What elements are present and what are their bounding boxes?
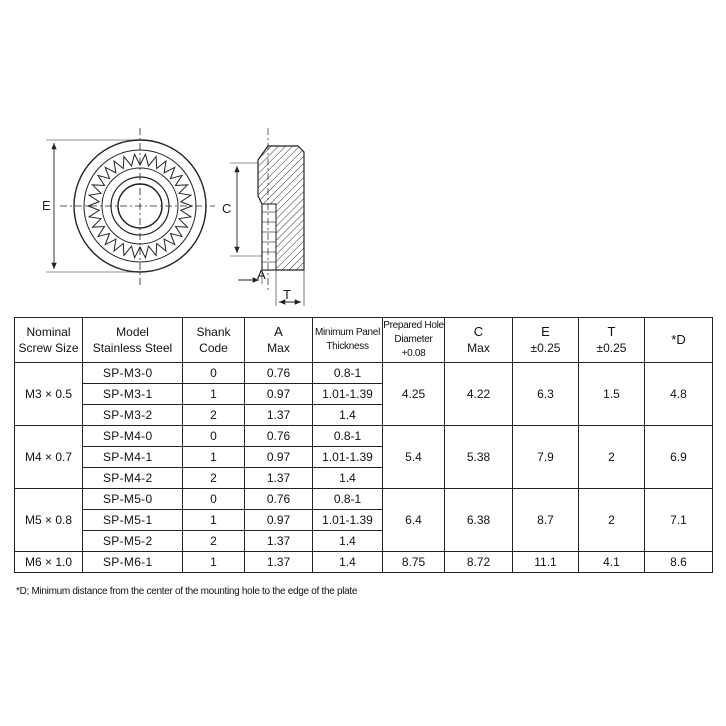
cell-t: 4.1	[579, 552, 645, 573]
table-row	[15, 363, 713, 384]
cell-e: 6.3	[513, 363, 579, 426]
cell-shank-code: 2	[183, 405, 245, 426]
cell-a-max: 1.37	[245, 531, 313, 552]
technical-drawing	[0, 0, 726, 310]
cell-model: SP-M3-1	[83, 384, 183, 405]
cell-t: 2	[579, 489, 645, 552]
cell-d: 7.1	[645, 489, 713, 552]
header-prepared-hole: Prepared Hole Diameter +0.08	[383, 318, 445, 363]
cell-a-max: 1.37	[245, 405, 313, 426]
cell-a-max: 0.76	[245, 363, 313, 384]
side-view	[222, 128, 304, 306]
cell-shank-code: 0	[183, 426, 245, 447]
header-a: A Max	[245, 318, 313, 363]
cell-t: 2	[579, 426, 645, 489]
cell-min-panel: 0.8-1	[313, 426, 383, 447]
cell-prepared-hole: 6.4	[383, 489, 445, 552]
cell-c-max: 5.38	[445, 426, 513, 489]
cell-shank-code: 0	[183, 489, 245, 510]
cell-a-max: 0.97	[245, 384, 313, 405]
cell-e: 8.7	[513, 489, 579, 552]
cell-a-max: 1.37	[245, 468, 313, 489]
cell-e: 11.1	[513, 552, 579, 573]
header-c: C Max	[445, 318, 513, 363]
cell-c-max: 6.38	[445, 489, 513, 552]
header-nominal: Nominal Screw Size	[15, 318, 83, 363]
cell-a-max: 1.37	[245, 552, 313, 573]
cell-t: 1.5	[579, 363, 645, 426]
cell-screw-size: M5 × 0.8	[15, 489, 83, 552]
cell-min-panel: 1.01-1.39	[313, 510, 383, 531]
cell-c-max: 8.72	[445, 552, 513, 573]
cell-model: SP-M5-0	[83, 489, 183, 510]
cell-screw-size: M6 × 1.0	[15, 552, 83, 573]
table-row	[15, 552, 713, 573]
cell-model: SP-M4-2	[83, 468, 183, 489]
cell-model: SP-M5-1	[83, 510, 183, 531]
header-model: Model Stainless Steel	[83, 318, 183, 363]
cell-shank-code: 0	[183, 363, 245, 384]
cell-min-panel: 0.8-1	[313, 363, 383, 384]
cell-prepared-hole: 8.75	[383, 552, 445, 573]
front-view	[42, 128, 215, 285]
cell-a-max: 0.76	[245, 426, 313, 447]
table-row	[15, 489, 713, 510]
cell-model: SP-M6-1	[83, 552, 183, 573]
cell-min-panel: 1.4	[313, 468, 383, 489]
cell-model: SP-M3-0	[83, 363, 183, 384]
cell-min-panel: 0.8-1	[313, 489, 383, 510]
cell-min-panel: 1.01-1.39	[313, 384, 383, 405]
cell-a-max: 0.97	[245, 510, 313, 531]
cell-model: SP-M3-2	[83, 405, 183, 426]
header-row	[15, 318, 713, 363]
table-row	[15, 426, 713, 447]
header-d: *D	[645, 318, 713, 363]
header-min-panel: Minimum Panel Thickness	[313, 318, 383, 363]
dim-label-e: E	[42, 198, 51, 213]
header-e: E ±0.25	[513, 318, 579, 363]
cell-shank-code: 2	[183, 468, 245, 489]
cell-d: 6.9	[645, 426, 713, 489]
cell-shank-code: 1	[183, 384, 245, 405]
spec-table	[14, 317, 713, 573]
cell-d: 4.8	[645, 363, 713, 426]
cell-min-panel: 1.01-1.39	[313, 447, 383, 468]
cell-a-max: 0.97	[245, 447, 313, 468]
header-t: T ±0.25	[579, 318, 645, 363]
cell-min-panel: 1.4	[313, 552, 383, 573]
dim-label-a: A	[257, 267, 266, 282]
footnote: *D; Minimum distance from the center of the mounting hole to the edge of the plate	[16, 586, 358, 597]
dim-label-t: T	[283, 287, 291, 302]
cell-e: 7.9	[513, 426, 579, 489]
header-shank: Shank Code	[183, 318, 245, 363]
cell-min-panel: 1.4	[313, 531, 383, 552]
cell-screw-size: M4 × 0.7	[15, 426, 83, 489]
cell-d: 8.6	[645, 552, 713, 573]
dim-label-c: C	[222, 201, 232, 216]
cell-shank-code: 2	[183, 531, 245, 552]
cell-model: SP-M4-1	[83, 447, 183, 468]
cell-model: SP-M5-2	[83, 531, 183, 552]
cell-shank-code: 1	[183, 510, 245, 531]
cell-screw-size: M3 × 0.5	[15, 363, 83, 426]
cell-c-max: 4.22	[445, 363, 513, 426]
cell-a-max: 0.76	[245, 489, 313, 510]
cell-shank-code: 1	[183, 552, 245, 573]
cell-prepared-hole: 4.25	[383, 363, 445, 426]
cell-prepared-hole: 5.4	[383, 426, 445, 489]
cell-shank-code: 1	[183, 447, 245, 468]
cell-min-panel: 1.4	[313, 405, 383, 426]
cell-model: SP-M4-0	[83, 426, 183, 447]
